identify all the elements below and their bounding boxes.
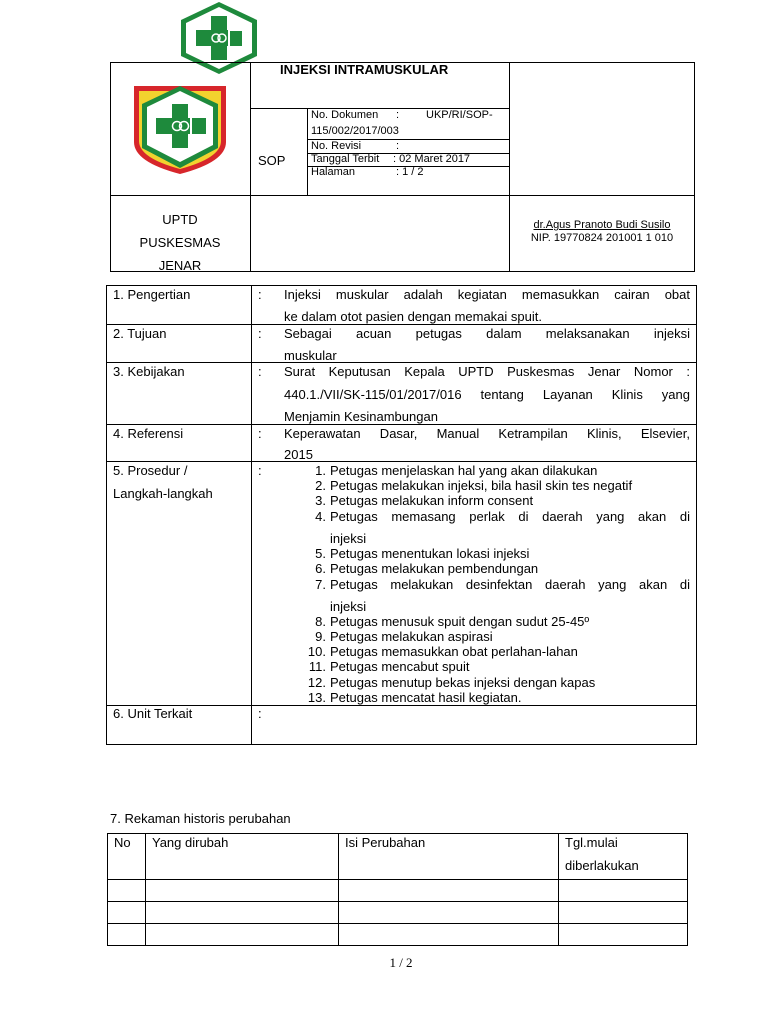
procedure-step	[280, 675, 690, 691]
organization-line-3: JENAR	[158, 258, 202, 273]
organization-line-1: UPTD	[162, 212, 198, 227]
step-number: 11.	[308, 659, 326, 674]
step-number: 8.	[315, 614, 326, 629]
history-col-date: Tgl.mulai	[565, 835, 618, 850]
pengertian-text-1: Injeksi muskular adalah kegiatan memasukkan cairan obat	[284, 287, 690, 302]
step-text: Petugas menutup bekas injeksi dengan kapas	[330, 675, 596, 690]
step-text: Petugas menjelaskan hal yang akan dilakukan	[330, 463, 598, 478]
doc-number-sep: :	[396, 109, 400, 121]
step-number: 3.	[315, 493, 326, 508]
step-text: Petugas mencatat hasil kegiatan.	[330, 690, 522, 705]
step-text: Petugas menusuk spuit dengan sudut 25-45º	[330, 614, 590, 629]
step-number: 10.	[307, 644, 326, 659]
section-label-referensi: 4. Referensi	[113, 426, 184, 441]
organization-name	[110, 208, 250, 277]
section-label-kebijakan: 3. Kebijakan	[113, 364, 185, 379]
kebijakan-text-2: 440.1./VII/SK-115/01/2017/016 tentang Layanan Klinis yang	[284, 387, 690, 402]
puskesmas-logo-top-icon	[178, 0, 260, 76]
history-heading: 7. Rekaman historis perubahan	[110, 811, 291, 826]
procedure-step	[280, 690, 690, 706]
step-number: 13.	[307, 690, 326, 705]
issue-date-value: : 02 Maret 2017	[393, 153, 471, 165]
section-sep: :	[258, 326, 262, 341]
step-text: Petugas melakukan aspirasi	[330, 629, 493, 644]
organization-line-2: PUSKESMAS	[139, 235, 221, 250]
step-number: 4.	[315, 509, 326, 524]
procedure-step	[280, 463, 690, 479]
history-col-content: Isi Perubahan	[345, 835, 426, 850]
step-text: Petugas melakukan inform consent	[330, 493, 534, 508]
tujuan-text-1: Sebagai acuan petugas dalam melaksanakan injeksi	[284, 326, 690, 341]
kebijakan-text-1: Surat Keputusan Kepala UPTD Puskesmas Jenar Nomor :	[284, 364, 690, 379]
section-sep: :	[258, 364, 262, 379]
step-text-cont: injeksi	[330, 531, 367, 546]
step-text: Petugas melakukan injeksi, bila hasil skin tes negatif	[330, 478, 633, 493]
regency-emblem-icon	[128, 82, 232, 176]
tujuan-text-2: muskular	[284, 348, 337, 363]
doc-number-value-cont: 115/002/2017/003	[311, 125, 399, 137]
step-number: 9.	[315, 629, 326, 644]
section-sep: :	[258, 426, 262, 441]
history-col-no: No	[114, 835, 131, 850]
step-number: 7.	[315, 577, 326, 592]
issue-date-label: Tanggal Terbit	[311, 153, 380, 165]
step-number: 1.	[315, 463, 326, 478]
procedure-step	[280, 478, 690, 494]
procedure-step	[280, 577, 690, 593]
step-number: 5.	[315, 546, 326, 561]
step-text: Petugas menentukan lokasi injeksi	[330, 546, 530, 561]
step-text: Petugas melakukan pembendungan	[330, 561, 539, 576]
procedure-step-cont	[280, 531, 690, 547]
page-count-label: Halaman	[311, 166, 356, 178]
procedure-step	[280, 546, 690, 562]
procedure-step	[280, 659, 690, 675]
history-col-date-cont: diberlakukan	[565, 858, 639, 873]
referensi-text-2: 2015	[284, 447, 313, 462]
section-label-prosedur-cont: Langkah-langkah	[113, 486, 213, 501]
step-text: Petugas melakukan desinfektan daerah yang akan di	[330, 577, 690, 592]
revision-sep: :	[396, 140, 400, 152]
doc-number-label: No. Dokumen	[311, 109, 379, 121]
kebijakan-text-3: Menjamin Kesinambungan	[284, 409, 438, 424]
procedure-step	[280, 493, 690, 509]
step-text-cont: injeksi	[330, 599, 367, 614]
sop-label: SOP	[258, 153, 286, 168]
referensi-text-1: Keperawatan Dasar, Manual Ketrampilan Klinis, Elsevier,	[284, 426, 690, 441]
revision-label: No. Revisi	[311, 140, 362, 152]
procedure-step	[280, 629, 690, 645]
signer-name: dr.Agus Pranoto Budi Susilo	[533, 219, 671, 231]
page-count-value: : 1 / 2	[396, 166, 424, 178]
section-sep: :	[258, 463, 262, 478]
section-label-pengertian: 1. Pengertian	[113, 287, 191, 302]
step-text: Petugas mencabut spuit	[330, 659, 470, 674]
step-text: Petugas memasang perlak di daerah yang akan di	[330, 509, 690, 524]
section-label-tujuan: 2. Tujuan	[113, 326, 167, 341]
procedure-step	[280, 561, 690, 577]
procedure-step-cont	[280, 599, 690, 615]
step-number: 2.	[315, 478, 326, 493]
page-number-footer: 1 / 2	[389, 955, 413, 970]
signer-nip: NIP. 19770824 201001 1 010	[530, 232, 674, 244]
procedure-step	[280, 509, 690, 525]
pengertian-text-2: ke dalam otot pasien dengan memakai spuit.	[284, 309, 542, 324]
document-title: INJEKSI INTRAMUSKULAR	[280, 62, 449, 77]
step-text: Petugas memasukkan obat perlahan-lahan	[330, 644, 578, 659]
step-number: 6.	[315, 561, 326, 576]
procedure-step	[280, 644, 690, 660]
section-label-prosedur: 5. Prosedur /	[113, 463, 188, 478]
history-col-changed: Yang dirubah	[152, 835, 229, 850]
step-number: 12.	[307, 675, 326, 690]
section-label-unit-terkait: 6. Unit Terkait	[113, 706, 193, 721]
section-sep: :	[258, 706, 262, 721]
doc-number-value: UKP/RI/SOP-	[426, 109, 493, 121]
procedure-step	[280, 614, 690, 630]
section-sep: :	[258, 287, 262, 302]
